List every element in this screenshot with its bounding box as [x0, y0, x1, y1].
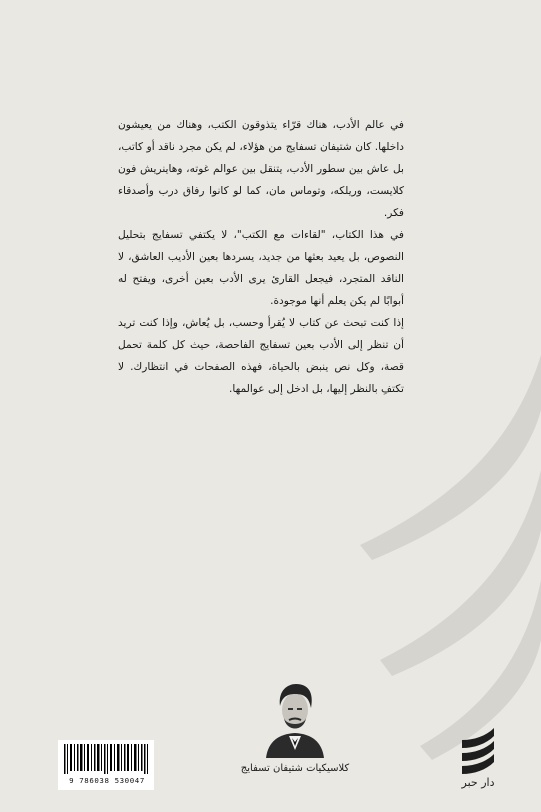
- publisher-name: دار حبر: [461, 776, 495, 789]
- author-portrait: [262, 676, 328, 758]
- blurb-paragraph-2: في هذا الكتاب، "لقاءات مع الكتب"، لا يكتفي تسفايج بتحليل النصوص، بل يعيد بعثها من جديد، يسردها بعين الأديب العاشق، لا الناقد المتجرد، فيجعل القارئ يرى الأدب بعين أخرى، ويفتح له أبوابًا لم يكن يعلم أنها موجودة.: [118, 229, 404, 307]
- blurb-text: [118, 114, 404, 400]
- series-caption: كلاسيكيات شتيفان تسفايج: [240, 763, 350, 774]
- blurb-paragraph-1: في عالم الأدب، هناك قرّاء يتذوقون الكتب، وهناك من يعيشون داخلها. كان شتيفان تسفايج من هؤلاء، لم يكن مجرد ناقد أو كاتب، بل عاش بين سطور الأدب، يتنقل بين عوالم غوته، وهاينريش فون كلايست، وريلكه، وتوماس مان، كما لو كانوا رفاق درب وأصدقاء فكر.: [118, 119, 404, 219]
- isbn-number: 9 786038 530047: [69, 776, 145, 785]
- publisher-logo-icon: [456, 726, 500, 776]
- blurb-paragraph-3: إذا كنت تبحث عن كتاب لا يُقرأ وحسب، بل يُعاش، وإذا كنت تريد أن تنظر إلى الأدب بعين تسفايج الفاحصة، حيث كل كلمة تحمل قصة، وكل نص ينبض بالحياة، فهذه الصفحات في انتظارك. لا تكتفِ بالنظر إليها، بل ادخل إلى عوالمها.: [118, 317, 404, 395]
